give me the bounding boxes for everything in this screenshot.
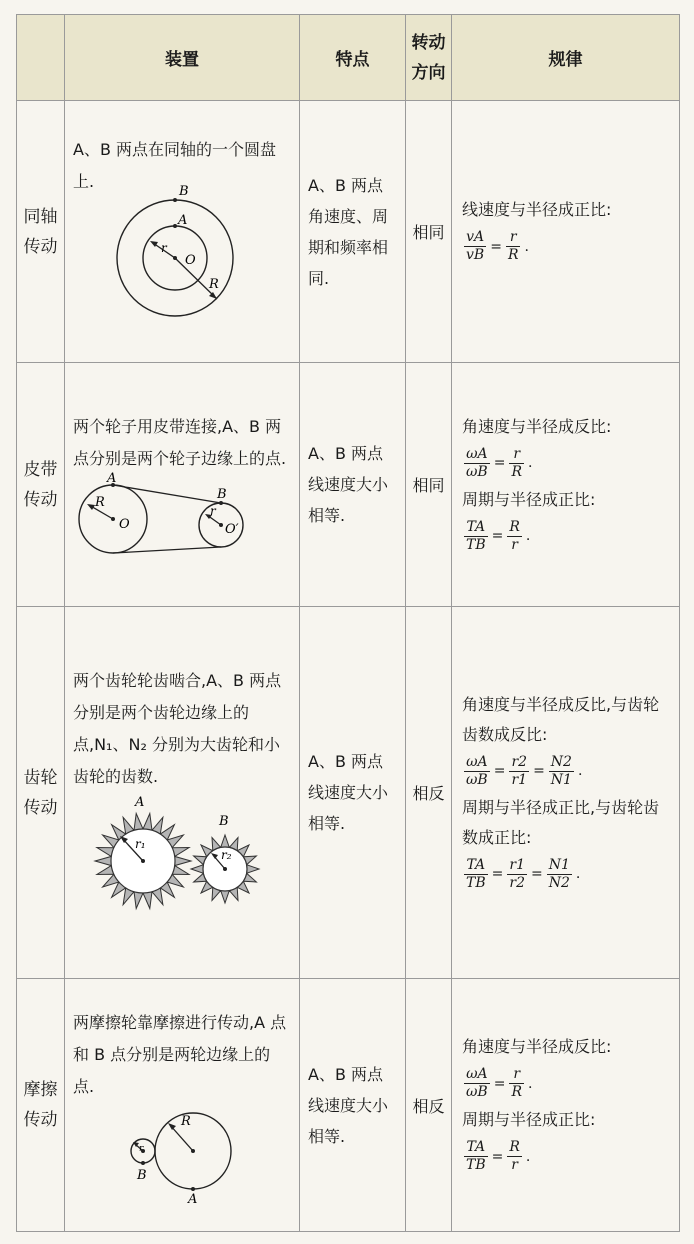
rule-text: 角速度与半径成反比,与齿轮齿数成反比:	[462, 694, 660, 744]
formula-omega-ratio	[462, 446, 669, 481]
denominator: N2	[548, 874, 570, 891]
numerator: r2	[511, 753, 528, 770]
fraction	[547, 857, 572, 892]
fraction	[509, 1066, 524, 1101]
period: .	[525, 528, 531, 544]
label-r: r	[139, 1144, 144, 1154]
formula-velocity-ratio	[462, 229, 669, 264]
coaxial-diagram	[73, 183, 291, 318]
label-a: A	[178, 212, 188, 228]
denominator: ωB	[466, 771, 488, 788]
denominator: R	[511, 1084, 522, 1100]
friction-diagram	[73, 1103, 291, 1207]
label-o2: O′	[225, 521, 239, 537]
denominator: TB	[466, 536, 486, 553]
numerator: r	[506, 229, 521, 247]
denominator: r1	[511, 771, 528, 788]
numerator: TA	[464, 1139, 488, 1157]
transmission-table	[16, 14, 680, 1232]
point-a	[191, 1187, 195, 1191]
equals-sign: =	[493, 455, 506, 471]
denominator: TB	[466, 1157, 486, 1173]
equals-sign: =	[491, 528, 504, 544]
header-feature: 特点	[300, 15, 406, 101]
arrow-head	[87, 504, 95, 510]
table-row	[17, 101, 680, 363]
row-name-line: 传动	[23, 489, 58, 510]
period: .	[528, 455, 533, 471]
belt-top	[113, 485, 221, 503]
table-row	[17, 363, 680, 607]
label-big-r: R	[209, 276, 219, 292]
header-direction-line1: 转动	[411, 32, 446, 53]
device-belt	[65, 363, 300, 607]
equals-sign: =	[493, 1075, 506, 1092]
denominator: R	[511, 463, 522, 480]
numerator: r1	[509, 856, 525, 873]
label-big-r: R	[181, 1114, 191, 1129]
direction-coaxial: 相同	[406, 101, 452, 363]
fraction	[507, 857, 527, 892]
fraction	[464, 229, 486, 264]
header-direction-line2: 方向	[411, 62, 446, 83]
row-name-line: 皮带	[23, 459, 58, 480]
direction-gear: 相反	[406, 607, 452, 979]
fraction	[507, 519, 522, 554]
label-b: B	[179, 183, 189, 199]
fraction	[464, 857, 488, 892]
feature-belt: A、B 两点线速度大小相等.	[300, 363, 406, 607]
numerator: N1	[548, 856, 570, 873]
denominator: r	[511, 1157, 518, 1173]
equals-sign: =	[490, 238, 502, 255]
device-text: A、B 两点在同轴的一个圆盘上.	[73, 139, 277, 191]
label-r: r	[210, 503, 216, 518]
fraction	[506, 229, 521, 264]
label-r: r	[161, 240, 167, 255]
rule-friction	[452, 979, 680, 1232]
header-corner	[17, 15, 65, 101]
rule-gear	[452, 607, 680, 979]
belt-diagram	[73, 470, 291, 555]
fraction	[549, 754, 574, 789]
numerator: r	[509, 446, 524, 464]
rule-text: 周期与半径成正比:	[462, 1110, 596, 1129]
feature-coaxial: A、B 两点角速度、周期和频率相同.	[300, 101, 406, 363]
denominator: ωB	[466, 463, 488, 480]
point-a	[173, 224, 177, 228]
numerator: TA	[464, 857, 488, 875]
period: .	[525, 1148, 531, 1165]
row-name-line: 传动	[23, 1110, 58, 1130]
rule-text: 角速度与半径成反比:	[462, 1037, 612, 1056]
denominator: R	[507, 247, 519, 263]
header-device: 装置	[65, 15, 300, 101]
direction-friction: 相反	[406, 979, 452, 1232]
table-row	[17, 979, 680, 1232]
label-big-r: R	[95, 494, 105, 510]
numerator: r	[509, 1066, 524, 1084]
denominator: r2	[509, 874, 525, 891]
denominator: r	[511, 536, 518, 553]
table-row	[17, 607, 680, 979]
period: .	[524, 238, 529, 255]
row-name-line: 传动	[23, 236, 58, 257]
numerator: ωA	[464, 1066, 490, 1084]
row-name-coaxial	[17, 101, 65, 363]
device-text: 两摩擦轮靠摩擦进行传动,A 点和 B 点分别是两轮边缘上的点.	[73, 1013, 287, 1096]
numerator: R	[509, 1139, 520, 1155]
rule-belt	[452, 363, 680, 607]
period: .	[528, 1075, 533, 1092]
row-name-friction	[17, 979, 65, 1232]
label-r2: r₂	[221, 847, 232, 862]
label-o: O	[185, 252, 196, 268]
point-b	[141, 1161, 145, 1165]
denominator: vB	[466, 247, 485, 263]
rule-text: 角速度与半径成反比:	[462, 416, 612, 436]
header-rule: 规律	[452, 15, 680, 101]
numerator: TA	[464, 519, 488, 537]
row-name-line: 传动	[23, 797, 58, 818]
numerator: N2	[550, 753, 572, 770]
denominator: N1	[550, 771, 572, 788]
label-r1: r₁	[135, 836, 146, 851]
rule-text: 线速度与半径成正比:	[462, 200, 612, 219]
device-friction	[65, 979, 300, 1232]
denominator: TB	[466, 874, 486, 891]
fraction	[509, 446, 524, 481]
denominator: ωB	[466, 1084, 488, 1100]
gear-diagram	[73, 793, 291, 917]
fraction	[464, 519, 488, 554]
fraction	[507, 1139, 522, 1174]
equals-sign: =	[530, 866, 543, 882]
belt-bottom	[113, 547, 221, 553]
label-a: A	[135, 794, 145, 810]
label-o: O	[119, 516, 130, 532]
point-b	[173, 198, 177, 202]
equals-sign: =	[493, 763, 506, 779]
period: .	[575, 866, 581, 882]
row-name-line: 同轴	[23, 206, 58, 227]
header-direction	[406, 15, 452, 101]
equals-sign: =	[491, 1148, 504, 1165]
equals-sign: =	[533, 763, 545, 779]
formula-period-ratio	[462, 1139, 669, 1174]
fraction	[464, 754, 490, 789]
numerator: ωA	[464, 446, 490, 464]
equals-sign: =	[491, 866, 504, 882]
numerator: R	[509, 518, 520, 535]
fraction	[509, 754, 529, 789]
fraction	[464, 1066, 490, 1101]
row-name-line: 摩擦	[23, 1080, 58, 1100]
feature-friction: A、B 两点线速度大小相等.	[300, 979, 406, 1232]
numerator: vA	[464, 229, 486, 247]
formula-period-ratio	[462, 519, 669, 554]
rule-coaxial	[452, 101, 680, 363]
device-gear	[65, 607, 300, 979]
formula-period-ratio	[462, 857, 669, 892]
device-text: 两个轮子用皮带连接,A、B 两点分别是两个轮子边缘上的点.	[73, 416, 287, 468]
label-b: B	[219, 813, 229, 829]
row-name-gear	[17, 607, 65, 979]
direction-belt: 相同	[406, 363, 452, 607]
row-name-line: 齿轮	[23, 767, 58, 788]
label-a: A	[107, 470, 117, 486]
device-text: 两个齿轮轮齿啮合,A、B 两点分别是两个齿轮边缘上的点,N₁、N₂ 分别为大齿轮和小齿轮的齿数.	[73, 670, 282, 786]
period: .	[577, 763, 583, 779]
device-coaxial	[65, 101, 300, 363]
fraction	[464, 1139, 488, 1174]
formula-omega-ratio	[462, 754, 669, 789]
label-b: B	[137, 1168, 147, 1183]
row-name-belt	[17, 363, 65, 607]
arrow-head	[168, 1123, 176, 1130]
feature-gear: A、B 两点线速度大小相等.	[300, 607, 406, 979]
label-b: B	[217, 486, 227, 502]
rule-text: 周期与半径成正比,与齿轮齿数成正比:	[462, 797, 660, 847]
label-a: A	[188, 1192, 198, 1207]
formula-omega-ratio	[462, 1066, 669, 1101]
numerator: ωA	[464, 754, 490, 772]
rule-text: 周期与半径成正比:	[462, 489, 596, 509]
header-row	[17, 15, 680, 101]
fraction	[464, 446, 490, 481]
